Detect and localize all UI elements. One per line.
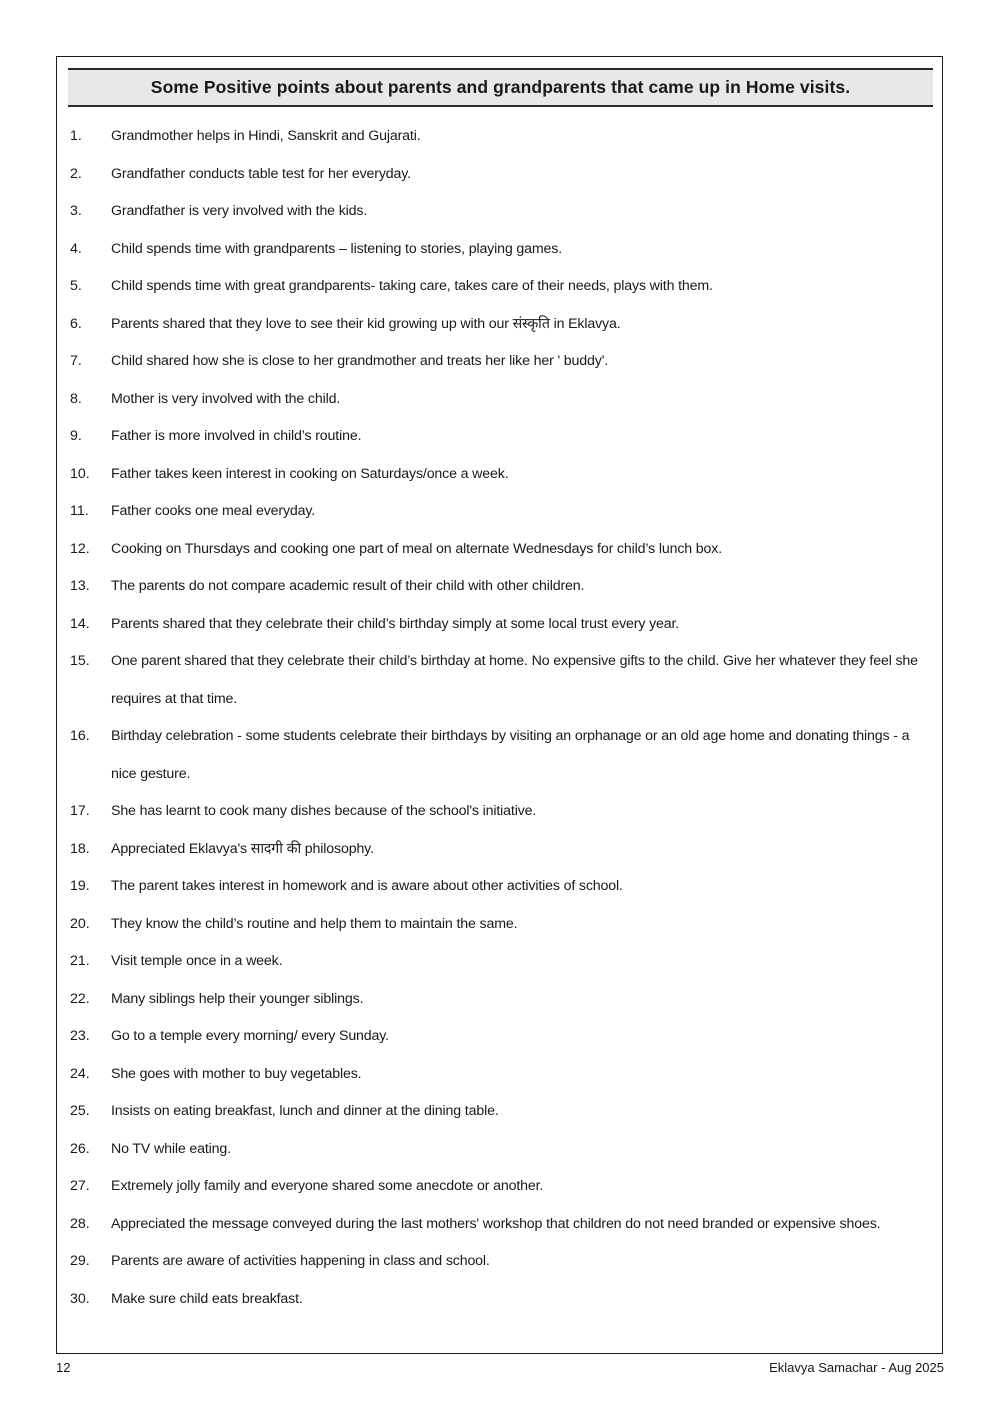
item-text: Parents shared that they celebrate their child’s birthday simply at some local trust every year.: [111, 615, 680, 632]
list-item: [70, 793, 930, 831]
item-number: 28.: [70, 1215, 90, 1232]
list-item: [70, 1281, 930, 1319]
item-number: 30.: [70, 1290, 90, 1307]
item-number: 7.: [70, 353, 82, 369]
list-item: [70, 193, 930, 231]
list-item: [70, 381, 930, 419]
item-number: 20.: [70, 915, 90, 932]
item-text: Mother is very involved with the child.: [111, 390, 341, 407]
list-item: [70, 531, 930, 569]
item-text: Father takes keen interest in cooking on Saturdays/once a week.: [111, 465, 509, 482]
item-text: Extremely jolly family and everyone shared some anecdote or another.: [111, 1178, 544, 1194]
item-text: The parents do not compare academic result of their child with other children.: [111, 578, 585, 594]
item-text: Visit temple once in a week.: [111, 953, 283, 969]
item-text: She has learnt to cook many dishes because of the school's initiative.: [111, 803, 537, 819]
item-text: Appreciated the message conveyed during the last mothers' workshop that children do not need branded or expensive shoes.: [111, 1215, 881, 1232]
item-number: 18.: [70, 840, 90, 857]
publication-footer: Eklavya Samachar - Aug 2025: [769, 1360, 944, 1375]
item-text: They know the child’s routine and help them to maintain the same.: [111, 915, 518, 932]
page-number: 12: [56, 1360, 71, 1375]
list-item: [70, 343, 930, 381]
item-text: Appreciated Eklavya's सादगी की philosophy.: [111, 840, 374, 857]
list-item: [70, 606, 930, 644]
list-item: [70, 306, 930, 344]
item-number: 13.: [70, 578, 90, 594]
item-number: 25.: [70, 1103, 90, 1119]
item-text: Many siblings help their younger siblings.: [111, 990, 364, 1007]
item-number: 22.: [70, 990, 90, 1007]
list-item: [70, 1018, 930, 1056]
list-item: [70, 906, 930, 944]
item-text: Child spends time with great grandparents- taking care, takes care of their needs, plays with them.: [111, 278, 713, 294]
list-item: [70, 1093, 930, 1131]
list-item: [70, 231, 930, 269]
item-number: 17.: [70, 803, 90, 819]
item-number: 27.: [70, 1178, 90, 1194]
item-text: No TV while eating.: [111, 1140, 231, 1157]
item-number: 16.: [70, 728, 90, 744]
section-title: Some Positive points about parents and grandparents that came up in Home visits.: [150, 77, 851, 97]
item-text: The parent takes interest in homework and is aware about other activities of school.: [111, 878, 623, 894]
item-number: 9.: [70, 428, 82, 444]
item-number: 26.: [70, 1140, 90, 1157]
item-text: Birthday celebration - some students celebrate their birthdays by visiting an orphanage or an old age home and donating things - a nice gesture.: [111, 728, 910, 782]
item-number: 6.: [70, 315, 82, 332]
section-header: [68, 68, 933, 107]
list-item: [70, 981, 930, 1019]
list-item: [70, 493, 930, 531]
item-number: 19.: [70, 878, 90, 894]
item-number: 24.: [70, 1065, 90, 1082]
item-number: 2.: [70, 165, 82, 182]
list-item: [70, 1243, 930, 1281]
list-item: [70, 268, 930, 306]
item-number: 21.: [70, 953, 90, 969]
item-text: Cooking on Thursdays and cooking one part of meal on alternate Wednesdays for child’s lunch box.: [111, 540, 723, 557]
list-item: [70, 118, 930, 156]
list-item: [70, 831, 930, 869]
item-text: Grandfather conducts table test for her everyday.: [111, 165, 411, 182]
list-item: [70, 568, 930, 606]
item-text: Grandfather is very involved with the kids.: [111, 203, 368, 219]
item-text: Father is more involved in child’s routine.: [111, 428, 362, 444]
item-number: 11.: [70, 503, 89, 519]
item-number: 23.: [70, 1028, 90, 1044]
list-item: [70, 718, 930, 793]
item-number: 4.: [70, 240, 82, 257]
item-number: 8.: [70, 390, 82, 407]
list-item: [70, 868, 930, 906]
item-number: 1.: [70, 128, 82, 144]
item-number: 5.: [70, 278, 82, 294]
item-text: Parents are aware of activities happening in class and school.: [111, 1253, 490, 1269]
item-number: 14.: [70, 615, 90, 632]
item-number: 3.: [70, 203, 82, 219]
list-item: [70, 1131, 930, 1169]
list-item: [70, 643, 930, 718]
item-text: Father cooks one meal everyday.: [111, 503, 316, 519]
list-item: [70, 943, 930, 981]
item-text: Go to a temple every morning/ every Sunday.: [111, 1028, 389, 1044]
list-item: [70, 418, 930, 456]
item-text: Parents shared that they love to see their kid growing up with our संस्कृति in Eklavya.: [111, 315, 621, 332]
item-text: Insists on eating breakfast, lunch and dinner at the dining table.: [111, 1103, 499, 1119]
item-number: 29.: [70, 1253, 90, 1269]
item-number: 15.: [70, 653, 90, 669]
item-text: Child spends time with grandparents – listening to stories, playing games.: [111, 240, 563, 257]
item-text: Make sure child eats breakfast.: [111, 1290, 303, 1307]
list-item: [70, 156, 930, 194]
list-item: [70, 456, 930, 494]
item-text: Child shared how she is close to her grandmother and treats her like her ' buddy'.: [111, 353, 609, 369]
item-number: 10.: [70, 465, 90, 482]
positive-points-list: [70, 118, 930, 1318]
list-item: [70, 1168, 930, 1206]
list-item: [70, 1206, 930, 1244]
item-text: Grandmother helps in Hindi, Sanskrit and Gujarati.: [111, 128, 421, 144]
list-item: [70, 1056, 930, 1094]
item-text: She goes with mother to buy vegetables.: [111, 1065, 362, 1082]
item-number: 12.: [70, 540, 90, 557]
item-text: One parent shared that they celebrate their child’s birthday at home. No expensive gifts to the child. Give her whatever they feel she requires at that time.: [111, 653, 918, 707]
